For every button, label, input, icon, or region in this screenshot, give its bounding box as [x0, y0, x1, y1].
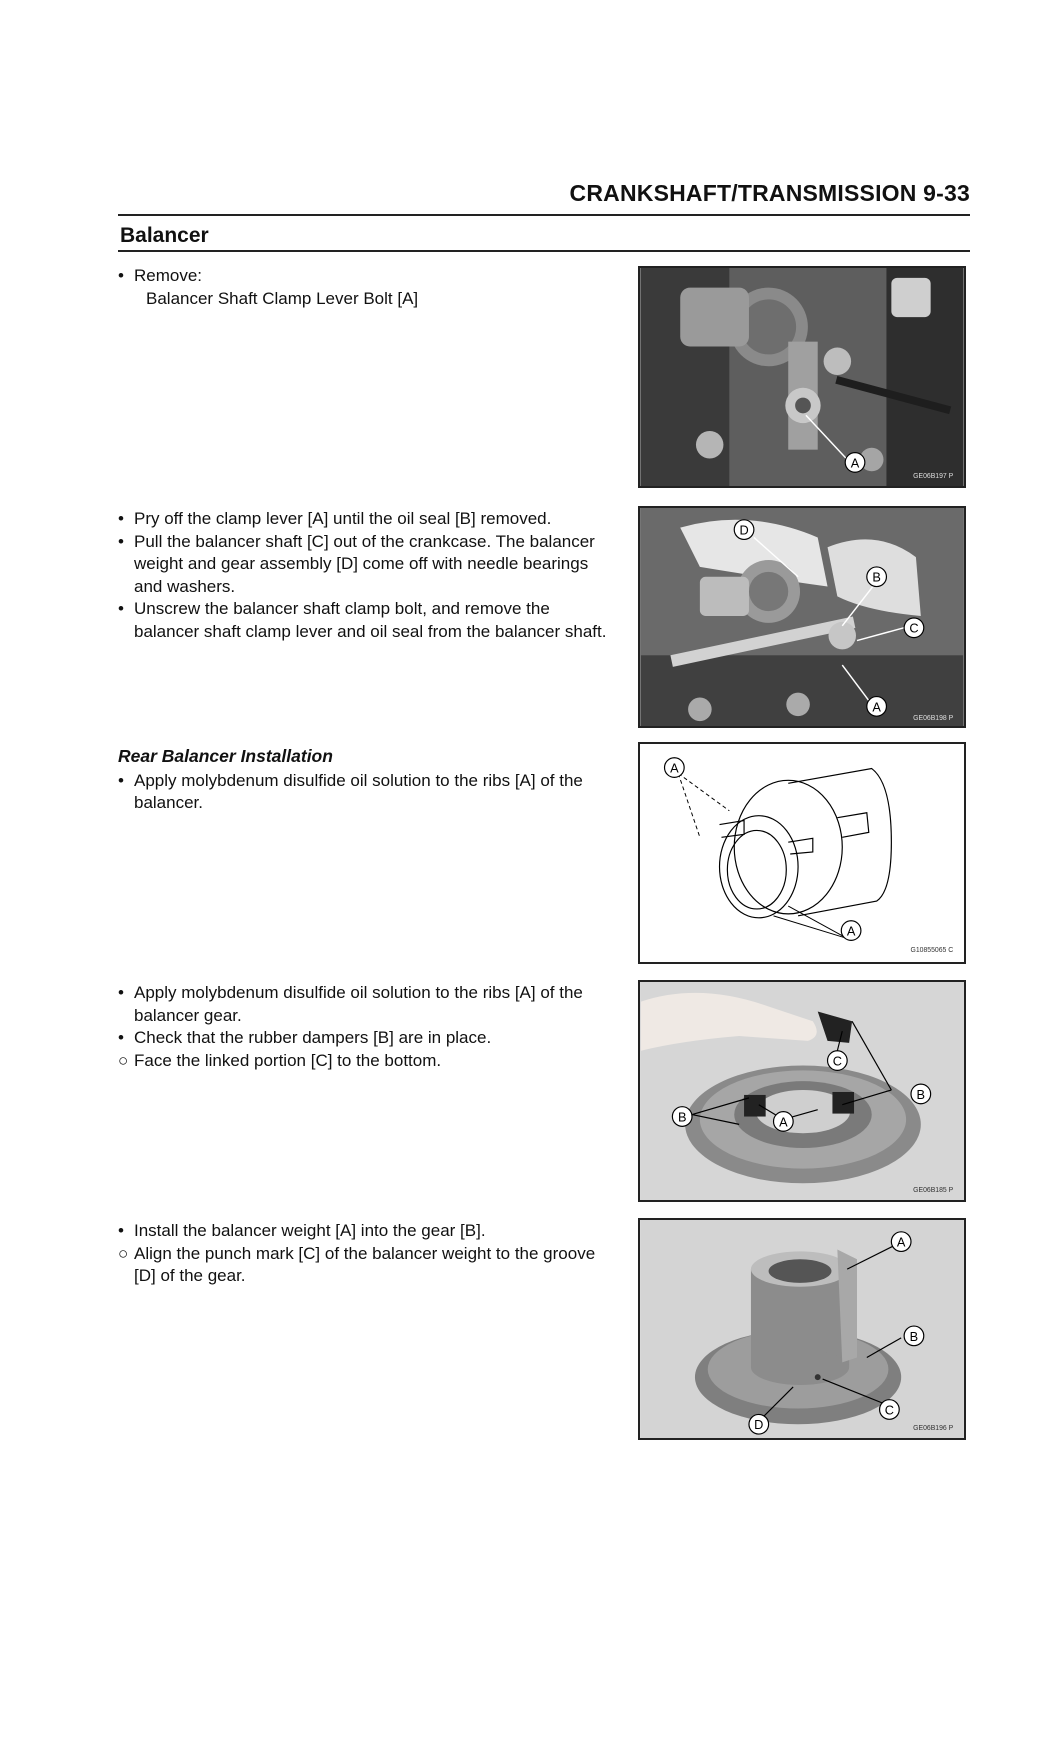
step1-text: [118, 265, 618, 310]
callout-label: A: [779, 1114, 788, 1130]
figure-code: G10855065 C: [910, 947, 954, 955]
bullet-marker: •: [118, 266, 124, 285]
list-item: [118, 531, 618, 599]
step3-text: [118, 745, 618, 815]
bullet-marker: •: [118, 770, 124, 790]
list-item: [118, 1027, 618, 1050]
callout-label: C: [832, 1053, 842, 1069]
callout-label: B: [872, 569, 881, 585]
callout-label: D: [739, 522, 749, 538]
list-item: [118, 598, 618, 643]
list-item: [118, 1050, 618, 1073]
list-item-text: Pry off the clamp lever [A] until the oil seal [B] removed.: [134, 509, 552, 528]
page-header: [118, 180, 970, 216]
list-item-text: Balancer Shaft Clamp Lever Bolt [A]: [146, 288, 419, 308]
sub-heading: Rear Balancer Installation: [118, 746, 333, 766]
list-item-text: Apply molybdenum disulfide oil solution to the ribs [A] of the balancer.: [134, 770, 583, 812]
list-item: [118, 1243, 618, 1288]
callout-label: B: [909, 1328, 919, 1344]
circle-marker: ○: [118, 1243, 129, 1263]
list-item: [118, 1220, 618, 1243]
callout-label: D: [754, 1417, 764, 1433]
list-item-text: Remove:: [134, 266, 203, 285]
list-item: [118, 770, 618, 815]
step5-text: [118, 1220, 618, 1288]
callout-label: A: [872, 699, 881, 715]
figure-balancer-ribs: [638, 742, 966, 964]
step4-text: [118, 982, 618, 1072]
callout-label: A: [850, 455, 860, 471]
callout-label: B: [916, 1086, 926, 1102]
list-item: [118, 265, 618, 288]
list-item-text: Pull the balancer shaft [C] out of the crankcase. The balancer weight and gear assembly [D] come off with needle bearings and washers.: [134, 531, 595, 596]
bullet-marker: •: [118, 599, 124, 618]
bullet-marker: •: [118, 509, 124, 528]
callout-label: A: [896, 1234, 906, 1250]
page-header-title: CRANKSHAFT/TRANSMISSION 9-33: [569, 180, 970, 206]
figure-clamp-lever-bolt: [638, 266, 966, 488]
bullet-marker: •: [118, 1221, 124, 1240]
callout-label: C: [884, 1402, 895, 1418]
figure-code: GE06B185 P: [913, 1187, 954, 1195]
list-item-text: Apply molybdenum disulfide oil solution to the ribs [A] of the balancer gear.: [134, 983, 583, 1025]
figure-code: GE06B197 P: [913, 473, 954, 481]
list-item: [118, 288, 618, 311]
list-item-text: Check that the rubber dampers [B] are in place.: [134, 1028, 492, 1047]
circle-marker: ○: [118, 1050, 129, 1070]
photo-balancer-shaft-removal: [640, 508, 964, 726]
list-item-text: Align the punch mark [C] of the balancer weight to the groove [D] of the gear.: [134, 1243, 596, 1285]
callout-label: A: [670, 760, 679, 776]
list-item-text: Face the linked portion [C] to the bottom.: [134, 1050, 442, 1070]
list-item: [118, 982, 618, 1027]
list-item-text: Install the balancer weight [A] into the gear [B].: [134, 1221, 486, 1240]
bullet-marker: •: [118, 983, 124, 1002]
bullet-marker: •: [118, 1028, 124, 1047]
list-item-text: Unscrew the balancer shaft clamp bolt, and remove the balancer shaft clamp lever and oil seal from the balancer shaft.: [134, 599, 607, 641]
step2-text: [118, 508, 618, 643]
callout-label: B: [677, 1109, 687, 1125]
section-title-text: Balancer: [120, 224, 209, 247]
photo-balancer-gear: [640, 982, 964, 1200]
figure-weight-into-gear: [638, 1218, 966, 1440]
drawing-balancer: [640, 744, 964, 962]
figure-code: GE06B196 P: [913, 1425, 954, 1433]
photo-weight-gear-assembly: [640, 1220, 964, 1438]
photo-engine-bolt: [640, 268, 964, 486]
figure-code: GE06B198 P: [913, 715, 954, 723]
section-title: [118, 216, 970, 252]
figure-balancer-gear-dampers: [638, 980, 966, 1202]
bullet-marker: •: [118, 531, 124, 551]
figure-pry-clamp-lever: [638, 506, 966, 728]
callout-label: A: [846, 923, 856, 939]
callout-label: C: [909, 620, 919, 636]
list-item: [118, 508, 618, 531]
